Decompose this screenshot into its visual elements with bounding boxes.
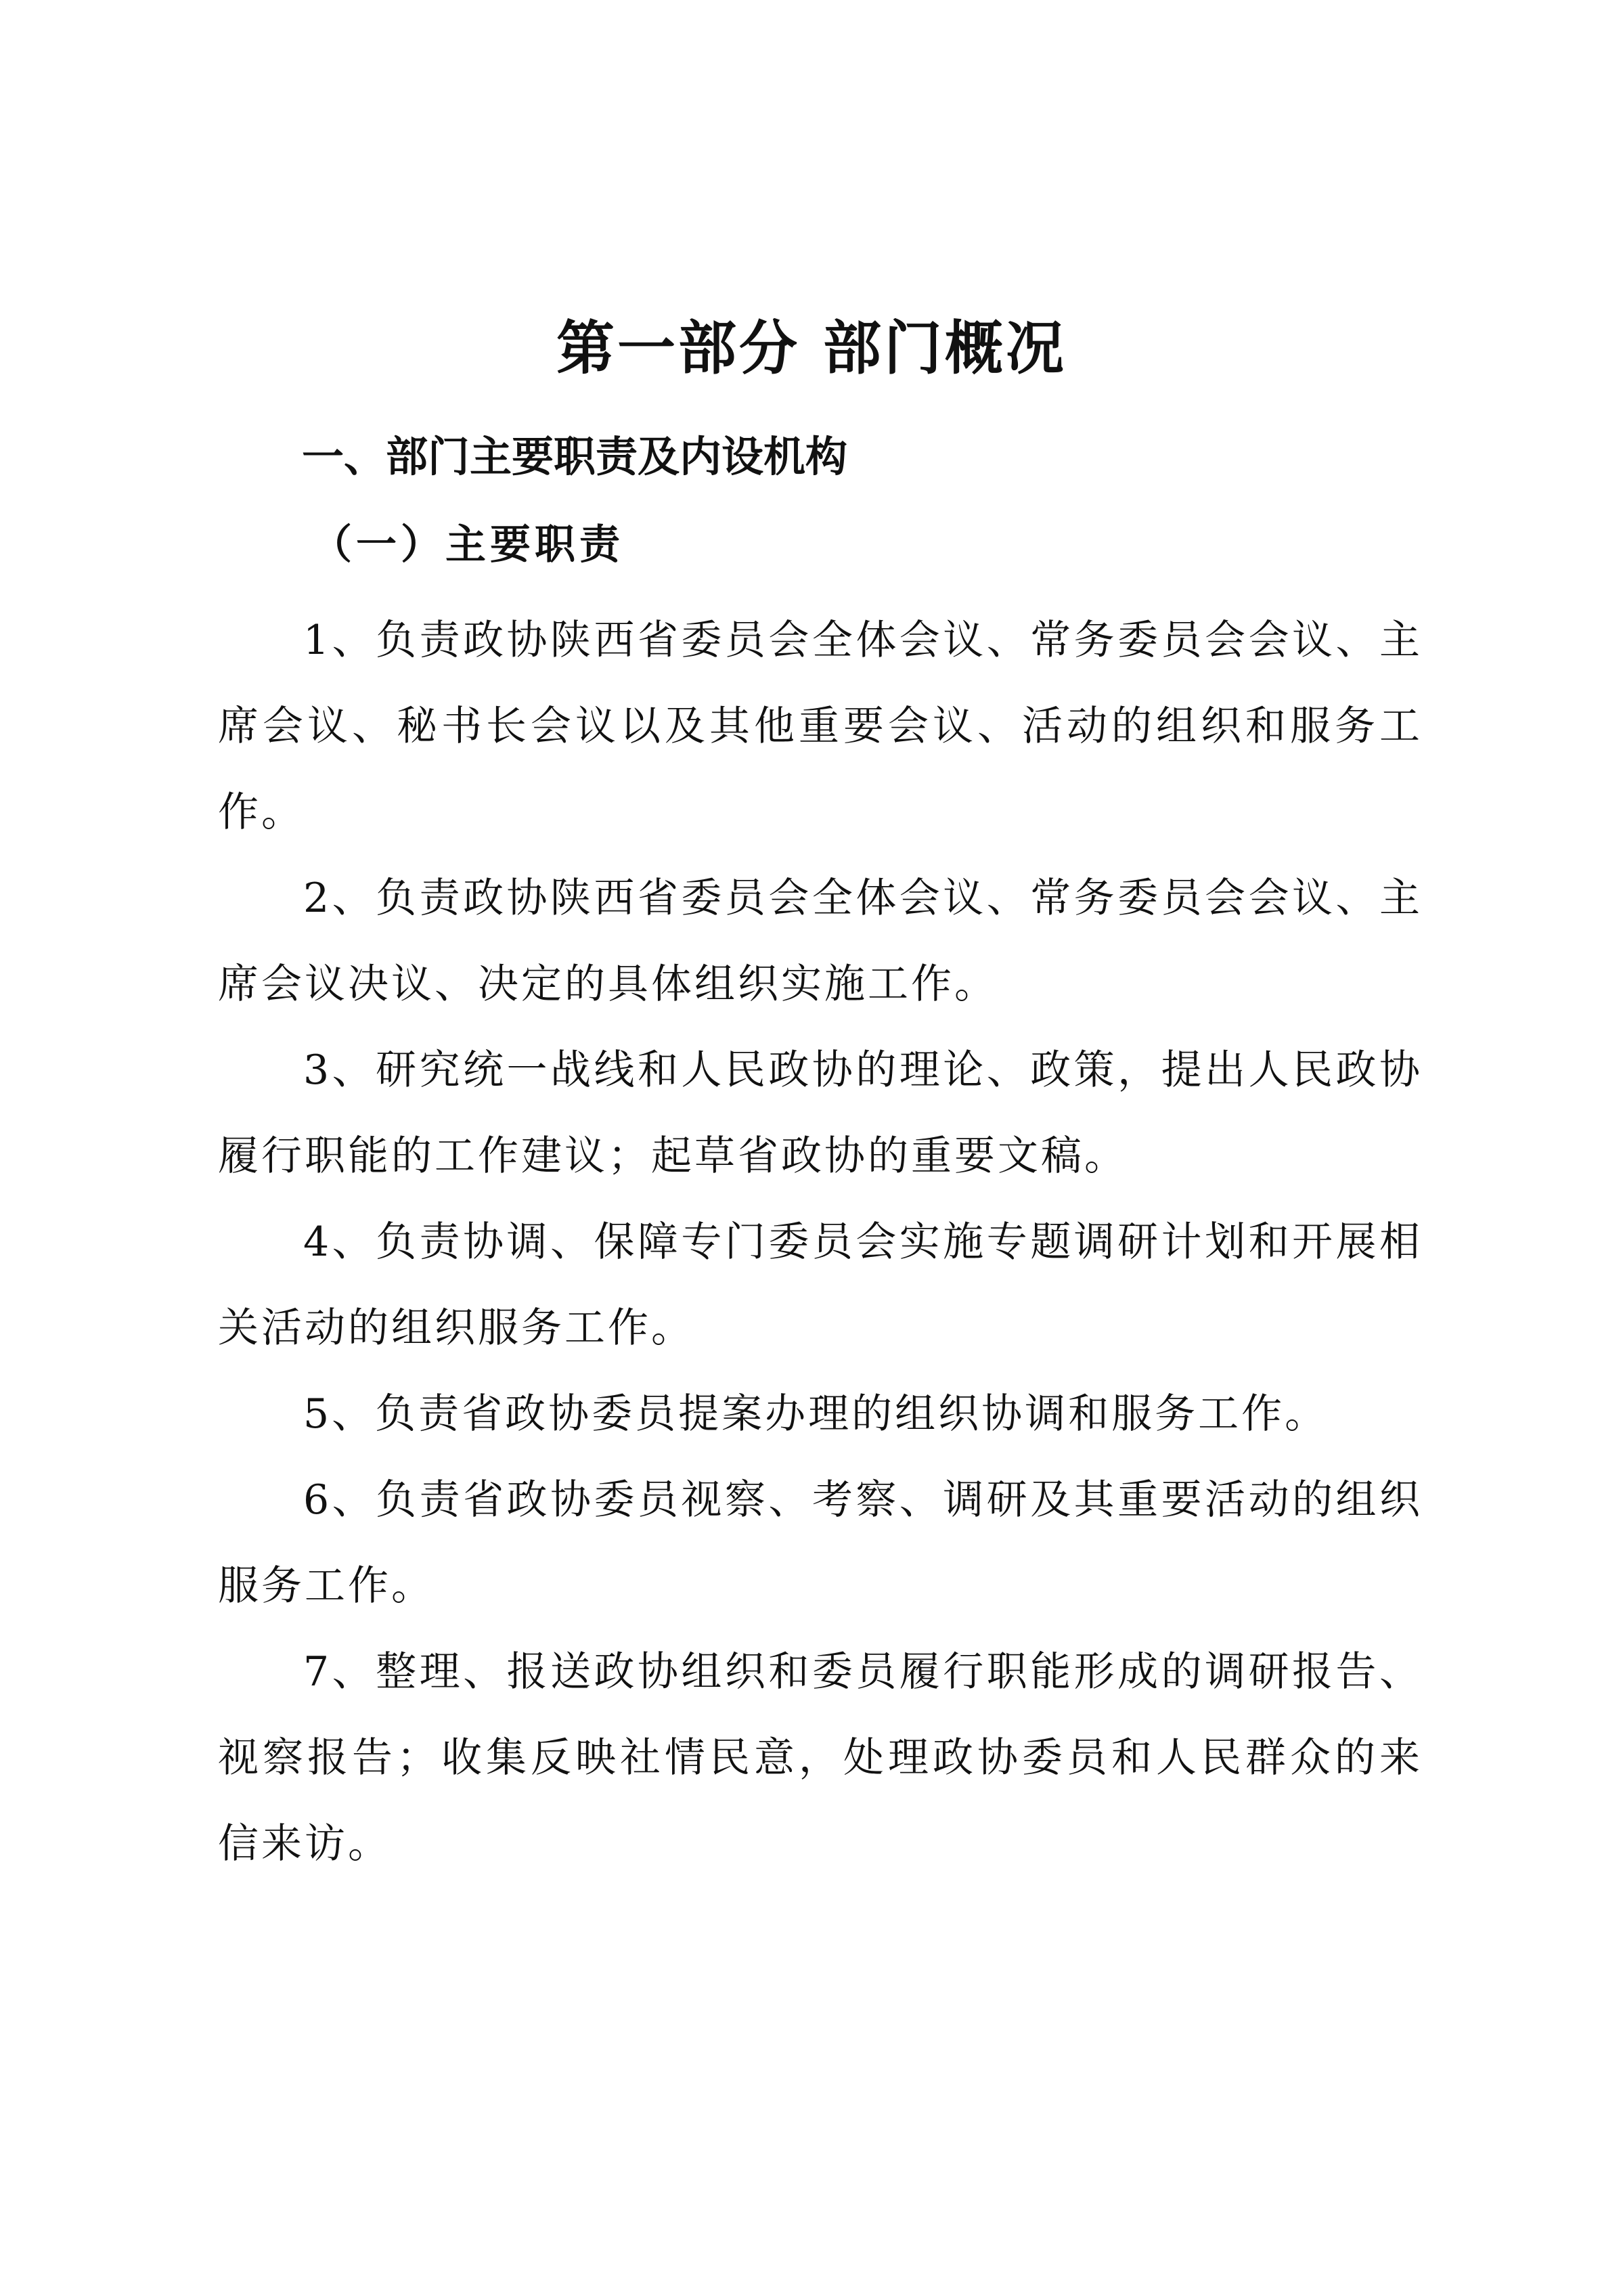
duty-paragraph-4: 4、负责协调、保障专门委员会实施专题调研计划和开展相关活动的组织服务工作。 xyxy=(218,1218,1423,1352)
duty-paragraph-3: 3、研究统一战线和人民政协的理论、政策，提出人民政协履行职能的工作建议；起草省政协的重要文稿。 xyxy=(218,1046,1423,1180)
duties-list xyxy=(218,598,1423,1887)
duty-paragraph-5: 5、负责省政协委员提案办理的组织协调和服务工作。 xyxy=(303,1390,1329,1438)
subsection-heading: （一）主要职责 xyxy=(311,521,624,569)
section-heading: 一、部门主要职责及内设机构 xyxy=(302,432,848,481)
duty-paragraph-1: 1、负责政协陕西省委员会全体会议、常务委员会会议、主席会议、秘书长会议以及其他重要会议、活动的组织和服务工作。 xyxy=(218,617,1423,836)
page-title: 第一部分 部门概况 xyxy=(556,314,1067,382)
duty-paragraph-7: 7、整理、报送政协组织和委员履行职能形成的调研报告、视察报告；收集反映社情民意，处理政协委员和人民群众的来信来访。 xyxy=(218,1648,1423,1868)
duty-paragraph-6: 6、负责省政协委员视察、考察、调研及其重要活动的组织服务工作。 xyxy=(218,1476,1423,1610)
duty-paragraph-2: 2、负责政协陕西省委员会全体会议、常务委员会会议、主席会议决议、决定的具体组织实施工作。 xyxy=(218,875,1423,1008)
